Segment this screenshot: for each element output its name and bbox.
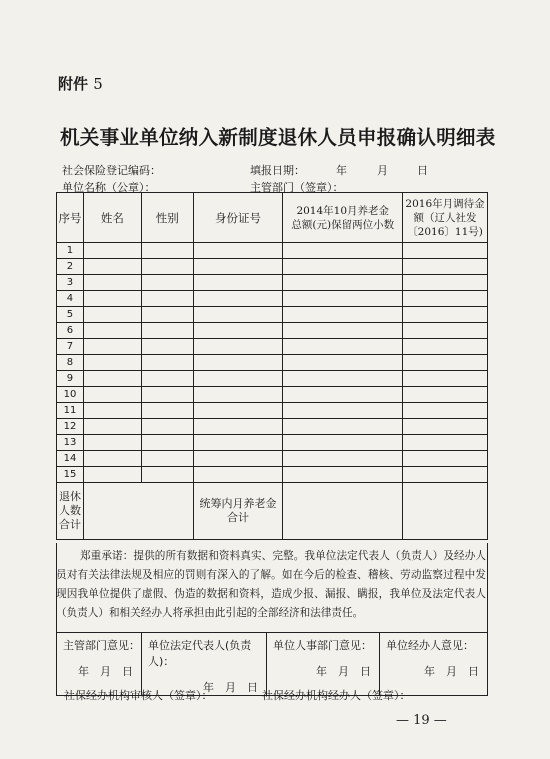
table-row (57, 387, 488, 403)
table-row (57, 435, 488, 451)
total-label (57, 483, 84, 540)
header-pension-line2: 总额(元)保留两位小数 (291, 218, 395, 231)
dept-opinion-date: 年 月 日 (78, 665, 133, 678)
gender-cell[interactable] (141, 243, 193, 259)
legal-rep-label: 单位法定代表人(负责人)： (148, 639, 252, 668)
row-number: 9 (57, 371, 84, 387)
pension-cell[interactable] (283, 307, 403, 323)
header-seq: 序号 (57, 193, 84, 243)
id-cell[interactable] (193, 467, 283, 483)
gender-cell[interactable] (141, 323, 193, 339)
handler-opinion-label: 单位经办人意见： (386, 639, 474, 652)
unit-name-label: 单位名称（公章）： (62, 181, 156, 194)
total-label-line1: 退休 (58, 490, 81, 503)
adjust-cell[interactable] (403, 419, 488, 435)
pension-total-line1: 统筹内月养老金 (199, 497, 277, 510)
adjust-cell[interactable] (403, 259, 488, 275)
gender-cell[interactable] (141, 371, 193, 387)
adjust-cell[interactable] (403, 435, 488, 451)
adjust-cell[interactable] (403, 339, 488, 355)
row-number: 13 (57, 435, 84, 451)
gender-cell[interactable] (141, 339, 193, 355)
retiree-table (56, 192, 488, 540)
gender-cell[interactable] (141, 435, 193, 451)
pension-cell[interactable] (283, 323, 403, 339)
table-row (57, 355, 488, 371)
row-number: 14 (57, 451, 84, 467)
id-cell[interactable] (193, 371, 283, 387)
pension-cell[interactable] (283, 275, 403, 291)
row-number: 8 (57, 355, 84, 371)
attachment-number: 5 (93, 75, 103, 93)
header-pension (283, 193, 403, 243)
attachment-text: 附件 (58, 75, 89, 93)
row-number: 1 (57, 243, 84, 259)
attachment-label (58, 73, 103, 94)
adjust-cell[interactable] (403, 355, 488, 371)
gender-cell[interactable] (141, 275, 193, 291)
adjust-cell[interactable] (403, 291, 488, 307)
pension-total-label (193, 483, 283, 540)
total-label-line2: 人数 (58, 504, 81, 517)
id-cell[interactable] (193, 403, 283, 419)
header-id: 身份证号 (193, 193, 283, 243)
gender-cell[interactable] (141, 467, 193, 483)
row-number: 3 (57, 275, 84, 291)
gender-cell[interactable] (141, 419, 193, 435)
adjust-cell[interactable] (403, 403, 488, 419)
adjust-cell[interactable] (403, 387, 488, 403)
adjust-total-cell[interactable] (403, 483, 488, 540)
row-number: 7 (57, 339, 84, 355)
header-adjust-line1: 2016年月调待金 (405, 197, 485, 210)
name-cell[interactable] (83, 243, 141, 259)
header-adjust-line2: 额（辽人社发 (413, 211, 477, 224)
total-row (57, 483, 488, 540)
row-number: 10 (57, 387, 84, 403)
table-row (57, 467, 488, 483)
id-cell[interactable] (193, 451, 283, 467)
pension-cell[interactable] (283, 291, 403, 307)
table-row (57, 243, 488, 259)
pension-cell[interactable] (283, 371, 403, 387)
table-row (57, 323, 488, 339)
pension-cell[interactable] (283, 419, 403, 435)
row-number: 2 (57, 259, 84, 275)
row-number: 11 (57, 403, 84, 419)
id-cell[interactable] (193, 259, 283, 275)
row-number: 12 (57, 419, 84, 435)
legal-rep-date: 年 月 日 (203, 681, 258, 694)
adjust-cell[interactable] (403, 323, 488, 339)
fill-date-label: 填报日期： (250, 164, 305, 177)
table-row (57, 451, 488, 467)
pension-cell[interactable] (283, 355, 403, 371)
pension-total-line2: 合计 (227, 511, 250, 524)
table-row (57, 307, 488, 323)
dept-label: 主管部门（签章）： (250, 181, 344, 194)
pension-cell[interactable] (283, 435, 403, 451)
pension-cell[interactable] (283, 403, 403, 419)
name-cell[interactable] (83, 291, 141, 307)
id-cell[interactable] (193, 419, 283, 435)
id-cell[interactable] (193, 243, 283, 259)
row-number: 6 (57, 323, 84, 339)
table-header-row (57, 193, 488, 243)
gender-cell[interactable] (141, 355, 193, 371)
name-cell[interactable] (83, 275, 141, 291)
id-cell[interactable] (193, 387, 283, 403)
fill-date-year: 年 (336, 164, 347, 177)
id-cell[interactable] (193, 323, 283, 339)
id-cell[interactable] (193, 307, 283, 323)
gender-cell[interactable] (141, 387, 193, 403)
id-cell[interactable] (193, 339, 283, 355)
hr-opinion-date: 年 月 日 (316, 665, 371, 678)
table-row (57, 403, 488, 419)
table-row (57, 371, 488, 387)
adjust-cell[interactable] (403, 371, 488, 387)
id-cell[interactable] (193, 291, 283, 307)
pension-cell[interactable] (283, 259, 403, 275)
table-body (57, 243, 488, 483)
id-cell[interactable] (193, 355, 283, 371)
fill-date-day: 日 (417, 164, 428, 177)
adjust-cell[interactable] (403, 307, 488, 323)
table-row (57, 339, 488, 355)
pension-cell[interactable] (283, 387, 403, 403)
table-row (57, 419, 488, 435)
name-cell[interactable] (83, 371, 141, 387)
name-cell[interactable] (83, 339, 141, 355)
pension-total-cell[interactable] (283, 483, 403, 540)
name-cell[interactable] (83, 307, 141, 323)
adjust-cell[interactable] (403, 451, 488, 467)
header-gender: 性别 (141, 193, 193, 243)
name-cell[interactable] (83, 387, 141, 403)
name-cell[interactable] (83, 451, 141, 467)
gender-cell[interactable] (141, 451, 193, 467)
row-number: 5 (57, 307, 84, 323)
id-cell[interactable] (193, 275, 283, 291)
pension-cell[interactable] (283, 467, 403, 483)
total-count-cell[interactable] (83, 483, 193, 540)
header-name: 姓名 (83, 193, 141, 243)
document-title: 机关事业单位纳入新制度退休人员申报确认明细表 (60, 126, 496, 149)
header-adjust-line3: 〔2016〕11号) (407, 225, 483, 238)
handler-opinion-date: 年 月 日 (424, 665, 479, 678)
dept-opinion-label: 主管部门意见： (63, 639, 140, 652)
name-cell[interactable] (83, 467, 141, 483)
gender-cell[interactable] (141, 403, 193, 419)
fill-date-month: 月 (377, 164, 388, 177)
name-cell[interactable] (83, 259, 141, 275)
gender-cell[interactable] (141, 307, 193, 323)
table-row (57, 291, 488, 307)
name-cell[interactable] (83, 419, 141, 435)
promise-border-right (487, 543, 488, 632)
adjust-cell[interactable] (403, 243, 488, 259)
adjust-cell[interactable] (403, 275, 488, 291)
handler-signature-label: 社保经办机构经办人（签章）： (262, 689, 411, 702)
row-number: 4 (57, 291, 84, 307)
id-cell[interactable] (193, 435, 283, 451)
total-label-line3: 合计 (58, 518, 81, 531)
reg-code-label: 社会保险登记编码： (62, 164, 161, 177)
table-row (57, 275, 488, 291)
table-row (57, 259, 488, 275)
commitment-statement: 郑重承诺：提供的所有数据和资料真实、完整。我单位法定代表人（负责人）及经办人员对有关法律法规及相应的罚则有深入的了解。如在今后的检查、稽核、劳动监察过程中发现因我单位提供了虚假、伪造的数据和资料，造成少报、漏报、瞒报，我单位及法定代表人（负责人）和相关经办人将承担由此引起的全部经济和法律责任。 (56, 550, 486, 619)
page-number: — 19 — (396, 713, 447, 728)
name-cell[interactable] (83, 355, 141, 371)
gender-cell[interactable] (141, 259, 193, 275)
gender-cell[interactable] (141, 291, 193, 307)
adjust-cell[interactable] (403, 467, 488, 483)
hr-opinion-label: 单位人事部门意见： (273, 639, 372, 652)
pension-cell[interactable] (283, 451, 403, 467)
pension-cell[interactable] (283, 339, 403, 355)
name-cell[interactable] (83, 403, 141, 419)
pension-cell[interactable] (283, 243, 403, 259)
reviewer-signature-label: 社保经办机构审核人（签章）： (64, 689, 213, 702)
name-cell[interactable] (83, 435, 141, 451)
row-number: 15 (57, 467, 84, 483)
header-pension-line1: 2014年10月养老金 (296, 204, 390, 217)
name-cell[interactable] (83, 323, 141, 339)
header-adjust (403, 193, 488, 243)
